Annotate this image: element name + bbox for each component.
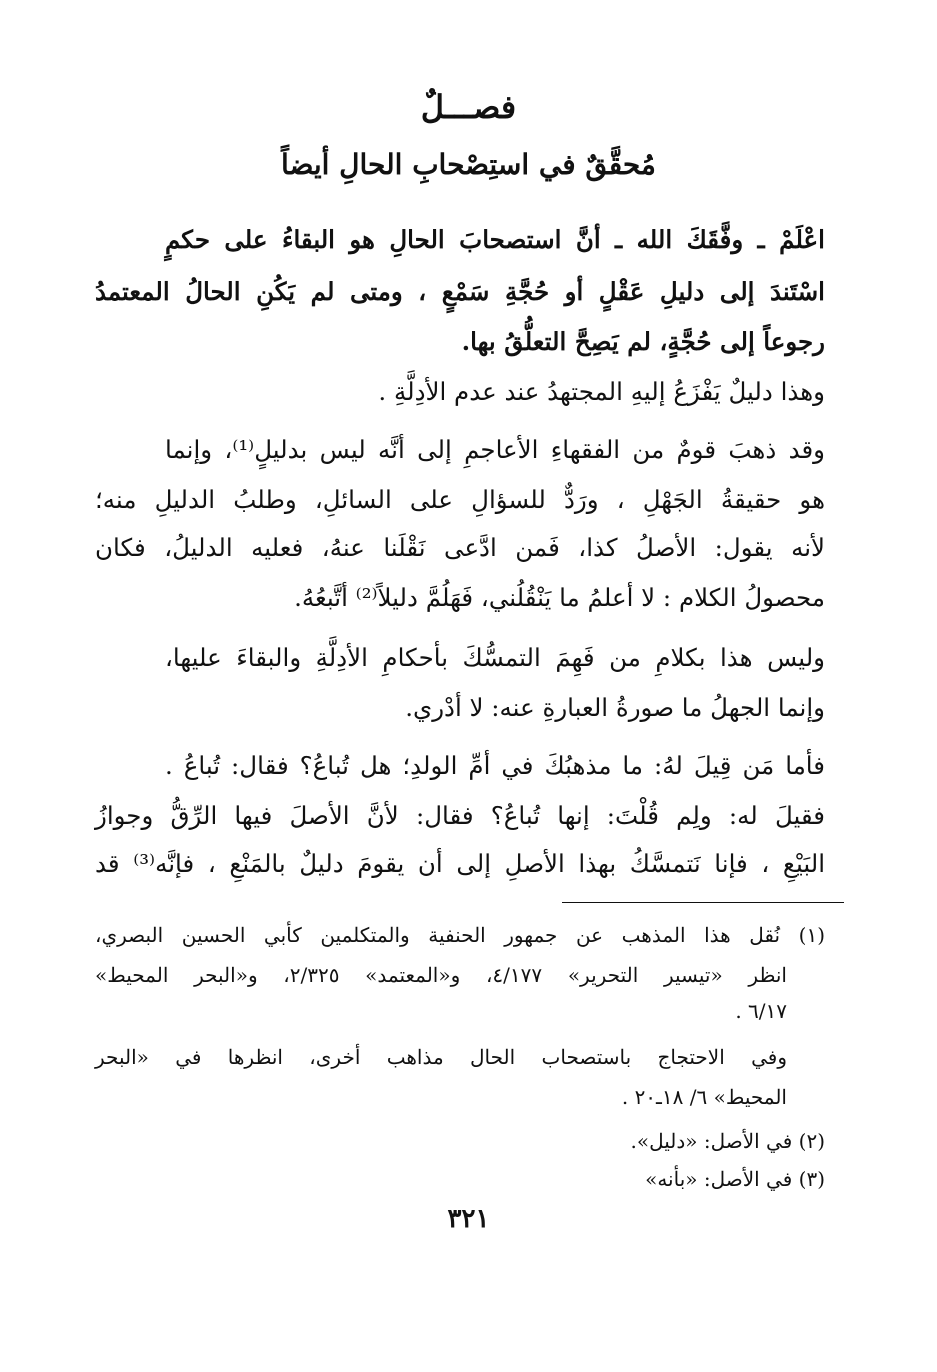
footnote-separator: [562, 902, 844, 903]
body-line: محصولُ الكلام : لا أعلمُ ما يَنْقُلُني، فَهَلُمَّ دليلاً⁽²⁾ أتَّبعُهُ.: [294, 583, 825, 612]
page-number: ٣٢١: [447, 1204, 490, 1234]
footnote-line: (٢) في الأصل: «دليل».: [630, 1129, 825, 1153]
section-heading: فصـــلٌ: [420, 88, 517, 126]
body-line: وإنما الجهلُ ما صورةُ العبارةِ عنه: لا أدْري.: [405, 693, 825, 722]
footnote-line: وفي الاحتجاج باستصحاب الحال مذاهب أخرى، انظرها في «البحر: [95, 1045, 787, 1069]
footnote-line: ٦/١٧ .: [735, 999, 787, 1023]
body-line: اسْتَندَ إلى دليلِ عَقْلٍ أو حُجَّةِ سَمْعٍ ، ومتى لم يَكُنِ الحالُ المعتمدُ: [95, 277, 825, 306]
body-line: البَيْعِ ، فإنا نَتمسَّكُ بهذا الأصلِ إلى أن يقومَ دليلٌ بالمَنْعِ ، فإنَّه⁽³⁾ قد: [95, 849, 825, 878]
footnote-line: انظر «تيسير التحرير» ٤/١٧٧، و«المعتمد» ٢/٣٢٥، و«البحر المحيط»: [95, 963, 787, 987]
body-line: لأنه يقول: الأصلُ كذا، فَمن ادَّعى نَقْلَنا عنهُ، فعليه الدليلُ، فكان: [95, 533, 825, 562]
body-line: رجوعاً إلى حُجَّةٍ، لم يَصِحَّ التعلُّقُ بها.: [461, 327, 825, 356]
footnote-line: (٣) في الأصل: «بأنه»: [645, 1167, 825, 1191]
section-title: مُحقَّقٌ في استِصْحابِ الحالِ أيضاً: [281, 148, 656, 181]
footnote-line: (١) نُقل هذا المذهب عن جمهور الحنفية والمتكلمين كأبي الحسين البصري،: [95, 923, 825, 947]
body-line: هو حقيقةُ الجَهْلِ ، ورَدٌّ للسؤالِ على السائلِ، وطلبُ الدليلِ منه؛: [95, 485, 825, 514]
body-line: فقيلَ له: ولِم قُلْتَ: إنها تُباعُ؟ فقال: لأنَّ الأصلَ فيها الرِّقُّ وجوازُ: [95, 801, 825, 830]
footnote-line: المحيط» ٦/ ١٨ـ٢٠ .: [621, 1085, 787, 1109]
body-line: وهذا دليلٌ يَفْزَعُ إليهِ المجتهدُ عند عدم الأدِلَّةِ .: [378, 377, 825, 406]
body-line: اعْلَمْ ـ وفَّقَكَ الله ـ أنَّ استصحابَ الحالِ هو البقاءُ على حكمٍ: [165, 225, 825, 254]
body-line: وليس هذا بكلامِ من فَهِمَ التمسُّكَ بأحكامِ الأدِلَّةِ والبقاءَ عليها،: [165, 643, 825, 672]
body-line: وقد ذهبَ قومٌ من الفقهاءِ الأعاجمِ إلى أنَّه ليس بدليلٍ⁽¹⁾، وإنما: [165, 435, 825, 464]
body-line: فأما مَن قِيلَ لهُ: ما مذهبُكَ في أمِّ الولدِ؛ هل تُباعُ؟ فقال: تُباعُ .: [165, 751, 825, 780]
